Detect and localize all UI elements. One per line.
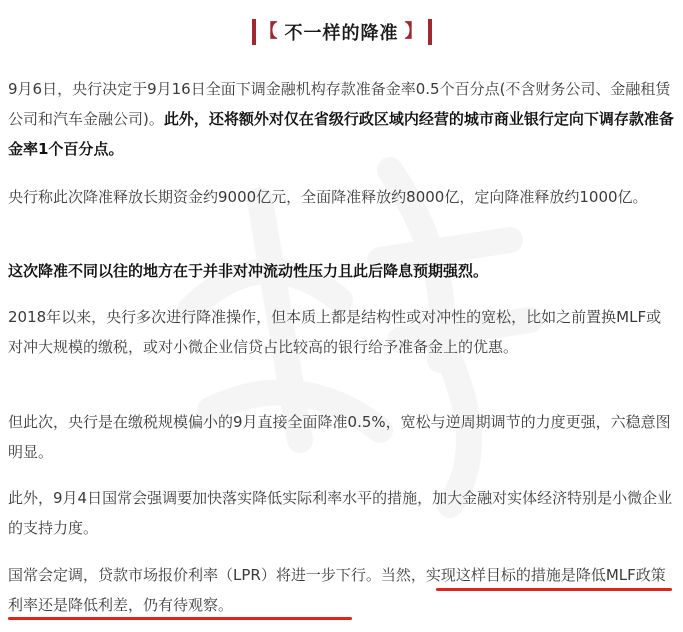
paragraph-1 — [8, 74, 676, 164]
red-underline-1 — [436, 588, 672, 591]
title-bar-right — [428, 19, 432, 45]
paragraph-5: 但此次，央行是在缴税规模偏小的9月直接全面降准0.5%，宽松与逆周期调节的力度更强，六稳意图明显。 — [8, 413, 671, 461]
red-underline-2 — [8, 617, 352, 620]
section-title — [252, 16, 432, 48]
paragraph-7-normal: 国常会定调，贷款市场报价利率（LPR）将进一步下行。 — [8, 566, 381, 584]
paragraph-6: 此外，9月4日国常会强调要加快落实降低实际利率水平的措施，加大金融对实体经济特别是小微企业的支持力度。 — [8, 489, 673, 537]
paragraph-7-highlight: 当然，实现这样目标的措施是降低MLF政策利率还是降低利差，仍有待观察。 — [8, 566, 666, 614]
title-text: 不一样的降准 — [284, 23, 399, 44]
paragraph-1-bold: 此外，还将额外对仅在省级行政区域内经营的城市商业银行定向下调存款准备金率1个百分点。 — [8, 110, 674, 158]
paragraph-2: 央行称此次降准释放长期资金约9000亿元，全面降准释放约8000亿，定向降准释放约1000亿。 — [8, 188, 648, 206]
paragraph-3: 这次降准不同以往的地方在于并非对冲流动性压力且此后降息预期强烈。 — [8, 262, 489, 280]
paragraph-1-normal: 9月6日，央行决定于9月16日全面下调金融机构存款准备金率0.5个百分点(不含财务公司、金融租赁公司和汽车金融公司)。 — [8, 80, 671, 128]
title-bracket-right: 】 — [404, 21, 424, 42]
title-bracket-left: 【 — [259, 21, 279, 42]
title-block — [0, 16, 683, 49]
title-bar-left — [252, 19, 256, 45]
paragraph-4: 2018年以来，央行多次进行降准操作，但本质上都是结构性或对冲性的宽松，比如之前置换MLF或对冲大规模的缴税，或对小微企业信贷占比较高的银行给予准备金上的优惠。 — [8, 308, 662, 356]
